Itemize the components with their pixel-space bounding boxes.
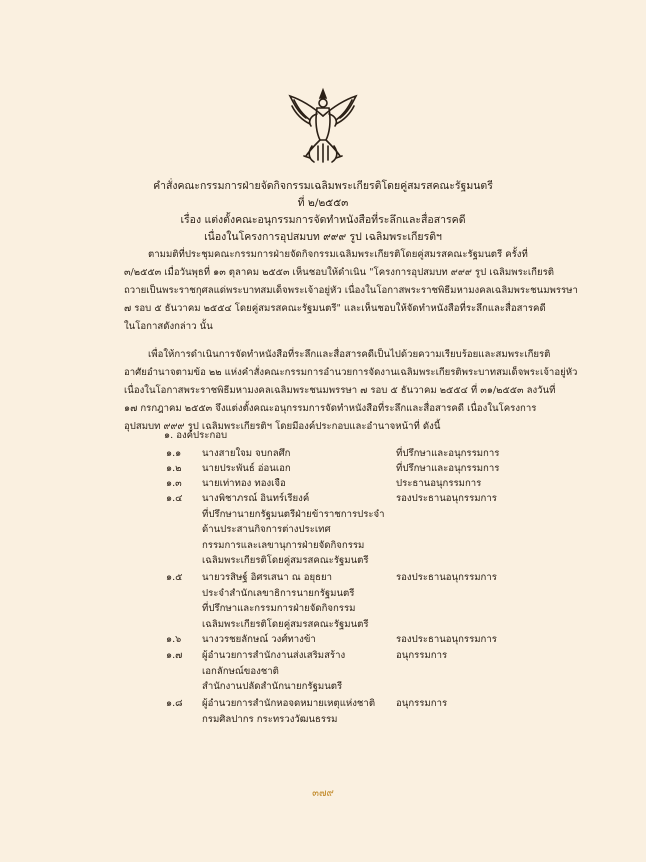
member-role: รองประธานอนุกรรมการ	[396, 493, 497, 504]
order-subject-cont: เนื่องในโครงการอุปสมบท ๙๙๙ รูป เฉลิมพระเกียรติฯ	[204, 231, 442, 243]
paragraph-line: เนื่องในโอกาสพระราชพิธีมหามงคลเฉลิมพระชนมพรรษา ๗ รอบ ๕ ธันวาคม ๒๕๕๔ ที่ ๓๑/๒๕๕๓ ลงวันที่	[124, 385, 556, 396]
paragraph-line: ตามมติที่ประชุมคณะกรรมการฝ่ายจัดกิจกรรมเฉลิมพระเกียรติโดยคู่สมรสคณะรัฐมนตรี ครั้งที่	[148, 249, 528, 260]
member-position: ที่ปรึกษานายกรัฐมนตรีฝ่ายข้าราชการประจำ	[202, 508, 385, 520]
paragraph-line: ถวายเป็นพระราชกุศลแด่พระบาทสมเด็จพระเจ้าอยู่หัว เนื่องในโอกาสพระราชพิธีมหามงคลเฉลิมพระชนมพรรษา	[124, 285, 578, 296]
member-number: ๑.๑	[166, 448, 182, 459]
member-number: ๑.๓	[166, 478, 182, 489]
member-role: อนุกรรมการ	[396, 698, 448, 709]
member-name: ผู้อำนวยการสำนักงานส่งเสริมสร้าง	[202, 650, 346, 661]
member-role: ประธานอนุกรรมการ	[396, 478, 482, 489]
member-name: นางวรชยลักษณ์ วงศ์ทางข้า	[202, 634, 316, 645]
order-title: คำสั่งคณะกรรมการฝ่ายจัดกิจกรรมเฉลิมพระเกียรติโดยคู่สมรสคณะรัฐมนตรี	[153, 180, 493, 192]
member-number: ๑.๖	[166, 634, 182, 645]
member-role: รองประธานอนุกรรมการ	[396, 572, 497, 583]
paragraph-line: ในโอกาสดังกล่าว นั้น	[124, 321, 213, 332]
member-position: เฉลิมพระเกียรติโดยคู่สมรสคณะรัฐมนตรี	[202, 618, 369, 630]
paragraph-line: ๓/๒๕๕๓ เมื่อวันพุธที่ ๑๓ ตุลาคม ๒๕๕๓ เห็นชอบให้ดำเนิน "โครงการอุปสมบท ๙๙๙ รูป เฉลิมพระเกียรติ	[124, 267, 554, 278]
member-position: กรรมการและเลขานุการฝ่ายจัดกิจกรรม	[202, 539, 365, 551]
member-name: นายเท่าทอง ทองเจือ	[202, 478, 286, 489]
paragraph-line: เพื่อให้การดำเนินการจัดทำหนังสือที่ระลึกและสื่อสารคดีเป็นไปด้วยความเรียบร้อยและสมพระเกียรติ	[148, 349, 551, 360]
member-role: ที่ปรึกษาและอนุกรรมการ	[396, 448, 500, 459]
page-number: ๓๗๙	[312, 788, 334, 799]
paragraph-line: ๑๗ กรกฎาคม ๒๕๕๓ จึงแต่งตั้งคณะอนุกรรมการจัดทำหนังสือที่ระลึกและสื่อสารคดี เนื่องในโครงการ	[124, 403, 537, 414]
member-number: ๑.๒	[166, 463, 182, 474]
member-number: ๑.๕	[166, 572, 183, 583]
member-name: นางพิชาภรณ์ อินทร์เรียงค์	[202, 493, 310, 504]
order-subject: เรื่อง แต่งตั้งคณะอนุกรรมการจัดทำหนังสือที่ระลึกและสื่อสารคดี	[180, 214, 466, 226]
member-role: อนุกรรมการ	[396, 650, 448, 661]
member-position: กรมศิลปากร กระทรวงวัฒนธรรม	[202, 713, 338, 725]
member-name: นางสายใจม จบกลศึก	[202, 448, 291, 459]
paragraph-2	[124, 346, 578, 436]
member-role: ที่ปรึกษาและอนุกรรมการ	[396, 463, 500, 474]
member-number: ๑.๘	[166, 698, 183, 709]
member-number: ๑.๔	[166, 493, 183, 504]
paragraph-line: ๗ รอบ ๕ ธันวาคม ๒๕๕๔ โดยคู่สมรสคณะรัฐมนตรี" และเห็นชอบให้จัดทำหนังสือที่ระลึกและสื่อสารคดี	[124, 303, 546, 314]
order-number: ที่ ๒/๒๕๕๓	[297, 197, 349, 209]
garuda-emblem-icon	[284, 86, 362, 164]
member-name: ผู้อำนวยการสำนักหอจดหมายเหตุแห่งชาติ	[202, 698, 376, 709]
member-number: ๑.๗	[166, 650, 183, 661]
member-role: รองประธานอนุกรรมการ	[396, 634, 497, 645]
paragraph-line: อุปสมบท ๙๙๙ รูป เฉลิมพระเกียรติฯ โดยมีองค์ประกอบและอำนาจหน้าที่ ดังนี้	[124, 421, 441, 432]
member-position: เอกลักษณ์ของชาติ	[202, 665, 279, 677]
paragraph-1	[124, 246, 578, 336]
paragraph-line: อาศัยอำนาจตามข้อ ๒๒ แห่งคำสั่งคณะกรรมการอำนวยการจัดงานเฉลิมพระเกียรติพระบาทสมเด็จพระเจ้าอยู่หัว	[124, 367, 578, 378]
member-position: เฉลิมพระเกียรติโดยคู่สมรสคณะรัฐมนตรี	[202, 555, 369, 566]
member-name: นายประพันธ์ อ่อนเอก	[202, 463, 291, 474]
member-position: สำนักงานปลัดสำนักนายกรัฐมนตรี	[202, 681, 343, 692]
order-header	[0, 178, 646, 246]
section-heading: ๑. องค์ประกอบ	[164, 430, 228, 441]
member-position: ด้านประสานกิจการต่างประเทศ	[202, 524, 331, 535]
member-name: นายวรสิษฐ์ อิศรเสนา ณ อยุธยา	[202, 572, 332, 583]
member-position: ที่ปรึกษาและกรรมการฝ่ายจัดกิจกรรม	[202, 603, 356, 614]
member-position: ประจำสำนักเลขาธิการนายกรัฐมนตรี	[202, 587, 355, 599]
